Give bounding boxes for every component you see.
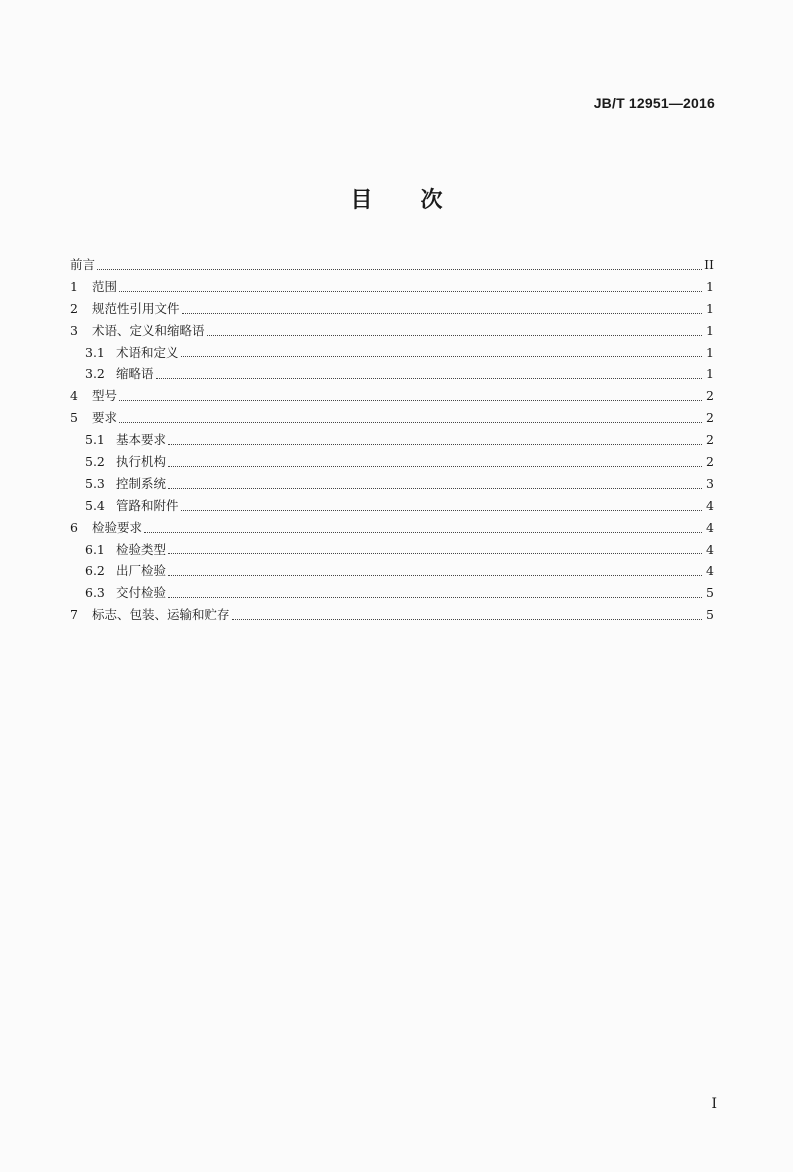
toc-entry-page: 4 <box>706 563 714 579</box>
toc-entry-label: 出厂检验 <box>116 563 167 579</box>
toc-dot-leader <box>181 355 702 357</box>
toc-dot-leader <box>168 552 702 554</box>
toc-entry-number: 2 <box>70 300 78 316</box>
toc-entry-page: 4 <box>706 519 714 535</box>
toc-entry-label: 规范性引用文件 <box>92 300 180 316</box>
toc-entry[interactable] <box>70 254 714 276</box>
toc-entry-page: 2 <box>706 410 714 426</box>
toc-entry-number: 5.1 <box>85 432 105 448</box>
toc-entry[interactable] <box>70 451 714 473</box>
toc-dot-leader <box>207 334 702 336</box>
toc-dot-leader <box>168 574 702 576</box>
toc-entry[interactable] <box>70 320 714 342</box>
toc-entry[interactable] <box>70 385 714 407</box>
page-title: 目次 <box>350 188 491 213</box>
toc-entry-number: 3.1 <box>85 344 105 360</box>
toc-entry-label: 基本要求 <box>116 432 167 448</box>
toc-entry-label: 标志、包装、运输和贮存 <box>92 607 230 623</box>
toc-entry-page: 1 <box>706 366 714 382</box>
toc-entry-page: 4 <box>706 497 714 513</box>
toc-entry-page: 3 <box>706 475 714 491</box>
toc-entry-number: 5.3 <box>85 475 105 491</box>
toc-entry-label: 术语、定义和缩略语 <box>92 322 205 338</box>
toc-dot-leader <box>182 312 702 314</box>
toc-entry-page: 2 <box>706 432 714 448</box>
toc-entry[interactable] <box>70 539 714 561</box>
toc-dot-leader <box>168 465 702 467</box>
toc-entry[interactable] <box>70 276 714 298</box>
toc-entry-number: 6 <box>70 519 78 535</box>
toc-entry[interactable] <box>70 342 714 364</box>
toc-entry-number: 7 <box>70 607 78 623</box>
toc-entry[interactable] <box>70 407 714 429</box>
toc-dot-leader <box>144 531 702 533</box>
toc-entry-label: 执行机构 <box>116 454 167 470</box>
toc-entry-label: 缩略语 <box>116 366 154 382</box>
toc-dot-leader <box>119 290 702 292</box>
toc-entry[interactable] <box>70 604 714 626</box>
toc-entry-label: 型号 <box>92 388 118 404</box>
toc-dot-leader <box>97 268 702 270</box>
toc-entry-page: 5 <box>706 607 714 623</box>
toc-dot-leader <box>232 618 702 620</box>
toc-entry-page: 1 <box>706 300 714 316</box>
toc-entry-number: 5.2 <box>85 454 105 470</box>
toc-dot-leader <box>168 443 702 445</box>
toc-dot-leader <box>168 596 702 598</box>
toc-entry[interactable] <box>70 517 714 539</box>
toc-entry-label: 检验类型 <box>116 541 167 557</box>
toc-entry-page: 5 <box>706 585 714 601</box>
toc-entry-label: 交付检验 <box>116 585 167 601</box>
toc-entry-page: II <box>704 257 714 272</box>
toc-entry-number: 3.2 <box>85 366 105 382</box>
toc-entry-number: 5 <box>70 410 78 426</box>
toc-entry[interactable] <box>70 582 714 604</box>
toc-entry[interactable] <box>70 560 714 582</box>
toc-entry[interactable] <box>70 298 714 320</box>
toc-entry[interactable] <box>70 429 714 451</box>
toc-entry-number: 1 <box>70 278 78 294</box>
toc-dot-leader <box>168 487 702 489</box>
toc-entry[interactable] <box>70 495 714 517</box>
toc-entry-page: 1 <box>706 278 714 294</box>
standard-code: JB/T 12951—2016 <box>593 95 715 111</box>
toc-entry-label: 控制系统 <box>116 475 167 491</box>
toc-entry[interactable] <box>70 473 714 495</box>
toc-entry-label: 检验要求 <box>92 519 143 535</box>
toc-dot-leader <box>181 509 702 511</box>
toc-entry-number: 4 <box>70 388 78 404</box>
toc-entry-page: 1 <box>706 322 714 338</box>
page-number: I <box>711 1096 717 1112</box>
toc-entry-label: 管路和附件 <box>116 497 179 513</box>
toc-entry-number: 6.1 <box>85 541 105 557</box>
toc-entry-number: 6.2 <box>85 563 105 579</box>
toc-dot-leader <box>156 377 702 379</box>
toc-entry-page: 1 <box>706 344 714 360</box>
toc-entry-page: 4 <box>706 541 714 557</box>
toc-entry-label: 范围 <box>92 278 118 294</box>
toc-entry[interactable] <box>70 363 714 385</box>
toc-entry-label: 前言 <box>70 257 96 272</box>
toc-entry-page: 2 <box>706 454 714 470</box>
toc-dot-leader <box>119 399 702 401</box>
toc-entry-number: 3 <box>70 322 78 338</box>
toc-dot-leader <box>119 421 702 423</box>
toc-entry-label: 要求 <box>92 410 118 426</box>
toc-entry-page: 2 <box>706 388 714 404</box>
toc-entry-number: 5.4 <box>85 497 105 513</box>
toc-entry-number: 6.3 <box>85 585 105 601</box>
toc-entry-label: 术语和定义 <box>116 344 179 360</box>
table-of-contents <box>70 254 714 626</box>
